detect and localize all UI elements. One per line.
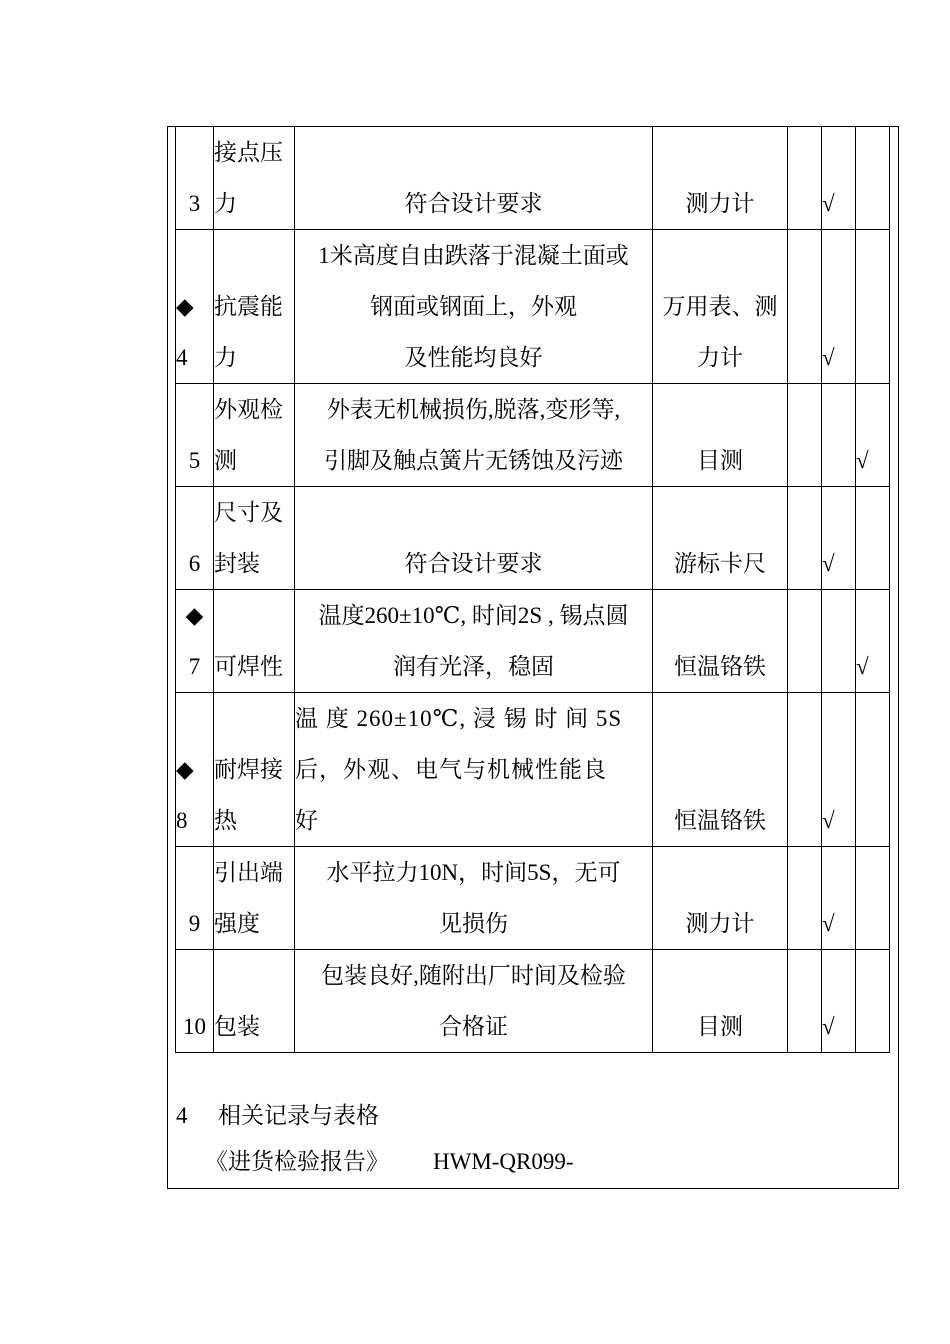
check-cell — [822, 384, 856, 487]
item-name-line: 抗震能 — [214, 294, 283, 319]
requirement-line: 外表无机械损伤,脱落,变形等, — [326, 397, 621, 422]
inspection-tool-line: 目测 — [697, 1014, 743, 1039]
table-row — [176, 127, 890, 230]
item-name — [214, 693, 295, 847]
requirement — [295, 384, 653, 487]
inspection-tool-line: 恒温铬铁 — [674, 654, 766, 679]
table-row — [176, 487, 890, 590]
check-mark: √ — [822, 551, 835, 576]
check-mark: √ — [822, 345, 835, 370]
item-name — [214, 487, 295, 590]
item-name-line: 接点压 — [214, 140, 283, 165]
check-cell — [856, 950, 890, 1053]
row-number — [176, 127, 214, 230]
row-number — [176, 230, 214, 384]
check-cell — [788, 487, 822, 590]
row-number-line: ◆ — [176, 294, 194, 319]
section-number: 4 — [176, 1103, 188, 1128]
inspection-tool-line: 测力计 — [685, 191, 755, 216]
inspection-tool-line: 测力计 — [685, 911, 755, 936]
record-code: HWM-QR099- — [433, 1149, 574, 1174]
item-name — [214, 127, 295, 230]
inspection-tool-line: 游标卡尺 — [674, 551, 766, 576]
item-name-line: 引出端 — [214, 860, 283, 885]
requirement-line: 符合设计要求 — [404, 191, 543, 216]
section-title: 相关记录与表格 — [218, 1103, 379, 1128]
inspection-tool — [653, 127, 788, 230]
requirement-line: 水平拉力10N，时间5S，无可 — [326, 860, 621, 885]
section-heading — [176, 1093, 379, 1139]
row-number-line: 7 — [188, 654, 201, 679]
item-name-line: 测 — [214, 448, 237, 473]
row-number — [176, 384, 214, 487]
check-cell — [788, 384, 822, 487]
item-name-line: 热 — [214, 808, 237, 833]
check-cell — [788, 847, 822, 950]
requirement — [295, 693, 653, 847]
check-cell — [856, 693, 890, 847]
row-number-line: 3 — [188, 191, 201, 216]
requirement-line: 钢面或钢面上，外观 — [370, 294, 577, 319]
check-cell — [822, 693, 856, 847]
check-mark: √ — [856, 448, 869, 473]
record-doc-name: 《进货检验报告》 — [205, 1149, 389, 1174]
item-name-line: 外观检 — [214, 397, 283, 422]
check-cell — [856, 127, 890, 230]
check-cell — [856, 487, 890, 590]
check-mark: √ — [822, 191, 835, 216]
check-cell — [822, 230, 856, 384]
check-cell — [822, 847, 856, 950]
requirement-line: 合格证 — [439, 1014, 508, 1039]
check-cell — [856, 230, 890, 384]
item-name — [214, 384, 295, 487]
row-number-line: 10 — [183, 1014, 206, 1039]
requirement-line: 包装良好,随附出厂时间及检验 — [321, 963, 626, 988]
requirement-line: 1米高度自由跌落于混凝土面或 — [318, 243, 629, 268]
row-number-line: 8 — [176, 808, 188, 833]
requirement — [295, 230, 653, 384]
check-mark: √ — [856, 654, 869, 679]
item-name — [214, 230, 295, 384]
item-name — [214, 590, 295, 693]
inspection-tool — [653, 230, 788, 384]
item-name-line: 包装 — [214, 1014, 260, 1039]
check-cell — [822, 127, 856, 230]
check-cell — [788, 127, 822, 230]
check-cell — [856, 847, 890, 950]
row-number-line: 4 — [176, 345, 188, 370]
check-cell — [788, 950, 822, 1053]
row-number — [176, 693, 214, 847]
requirement-line: 润有光泽，稳固 — [393, 654, 554, 679]
requirement — [295, 847, 653, 950]
requirement — [295, 127, 653, 230]
check-cell — [788, 230, 822, 384]
row-number-line: ◆ — [185, 603, 204, 628]
inspection-tool — [653, 487, 788, 590]
row-number — [176, 847, 214, 950]
item-name-line: 尺寸及 — [214, 500, 283, 525]
inspection-tool-line: 力计 — [697, 345, 743, 370]
check-cell — [788, 693, 822, 847]
item-name — [214, 847, 295, 950]
inspection-tool — [653, 693, 788, 847]
item-name — [214, 950, 295, 1053]
check-cell — [856, 590, 890, 693]
item-name-line: 耐焊接 — [214, 757, 283, 782]
requirement — [295, 950, 653, 1053]
item-name-line: 强度 — [214, 911, 260, 936]
inspection-tool — [653, 950, 788, 1053]
item-name-line: 可焊性 — [214, 654, 283, 679]
table-row — [176, 230, 890, 384]
table-row — [176, 384, 890, 487]
requirement — [295, 590, 653, 693]
row-number — [176, 950, 214, 1053]
check-mark: √ — [822, 1014, 835, 1039]
record-reference — [205, 1139, 574, 1185]
inspection-table — [175, 126, 890, 1053]
item-name-line: 力 — [214, 345, 237, 370]
row-number — [176, 590, 214, 693]
row-number-line: 6 — [188, 551, 201, 576]
row-number-line: ◆ — [176, 757, 194, 782]
row-number-line: 5 — [188, 448, 201, 473]
item-name-line: 力 — [214, 191, 237, 216]
check-cell — [822, 950, 856, 1053]
table-row — [176, 590, 890, 693]
row-number — [176, 487, 214, 590]
check-cell — [822, 487, 856, 590]
requirement-line: 及性能均良好 — [404, 345, 543, 370]
requirement-line: 温 度 260±10℃, 浸 锡 时 间 5S — [295, 706, 623, 731]
requirement-line: 好 — [295, 808, 319, 833]
check-mark: √ — [822, 808, 835, 833]
requirement — [295, 487, 653, 590]
item-name-line: 封装 — [214, 551, 260, 576]
inspection-tool — [653, 384, 788, 487]
requirement-line: 后，外观、电气与机械性能良 — [295, 757, 607, 782]
table-row — [176, 847, 890, 950]
table-row — [176, 950, 890, 1053]
requirement-line: 见损伤 — [439, 911, 508, 936]
row-number-line: 9 — [188, 911, 201, 936]
requirement-line: 符合设计要求 — [404, 551, 543, 576]
inspection-tool-line: 万用表、测 — [662, 294, 778, 319]
check-mark: √ — [822, 911, 835, 936]
inspection-tool-line: 目测 — [697, 448, 743, 473]
table-row — [176, 693, 890, 847]
inspection-tool-line: 恒温铬铁 — [674, 808, 766, 833]
requirement-line: 温度260±10℃, 时间2S , 锡点圆 — [318, 603, 629, 628]
check-cell — [822, 590, 856, 693]
check-cell — [856, 384, 890, 487]
check-cell — [788, 590, 822, 693]
inspection-tool — [653, 847, 788, 950]
inspection-tool — [653, 590, 788, 693]
requirement-line: 引脚及触点簧片无锈蚀及污迹 — [324, 448, 623, 473]
